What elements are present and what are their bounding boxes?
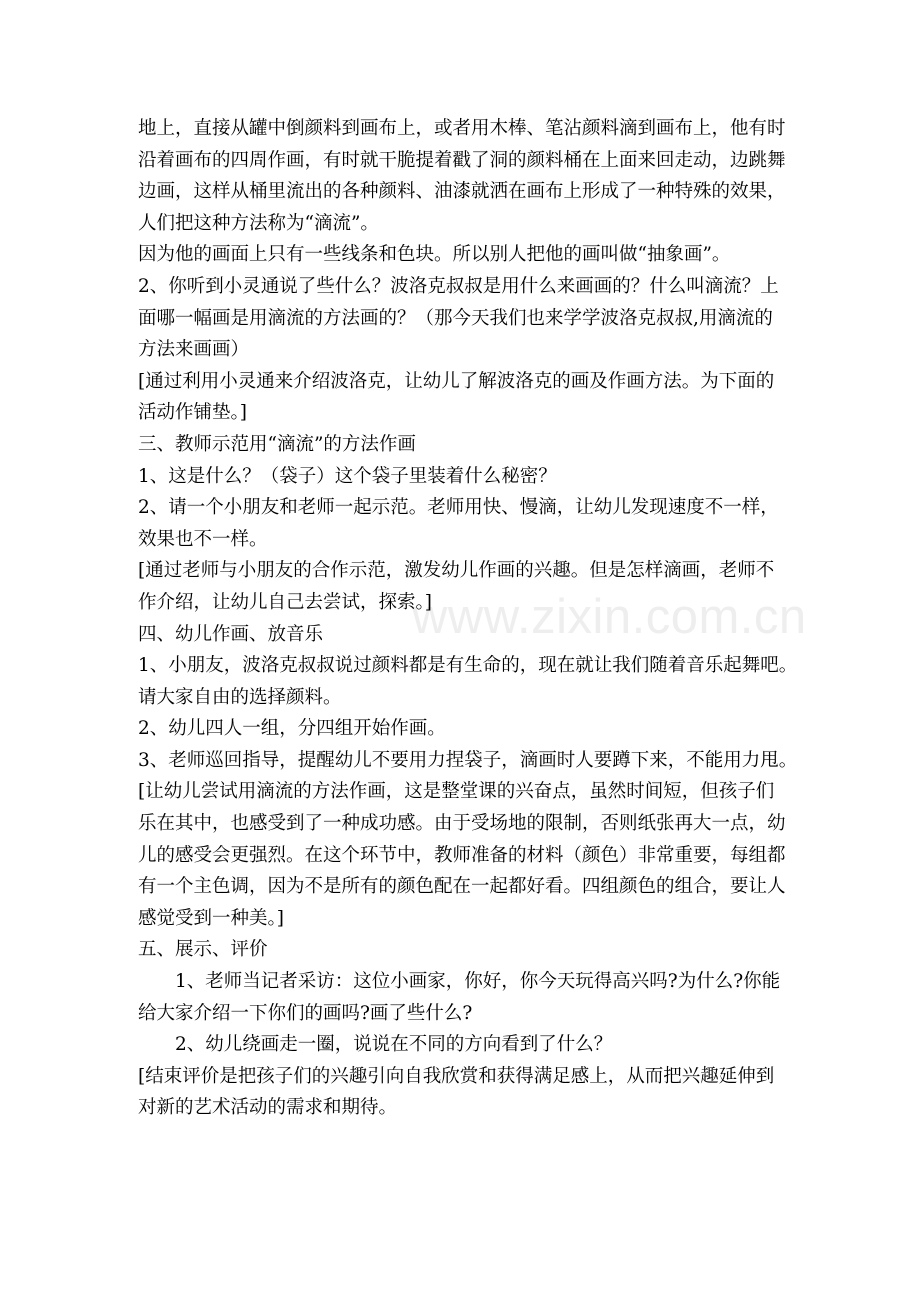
text-line: 面哪一幅画是用滴流的方法画的？（那今天我们也来学学波洛克叔叔,用滴流的	[138, 307, 773, 329]
text-line: 儿的感受会更强烈。在这个环节中，教师准备的材料（颜色）非常重要，每组都	[138, 844, 786, 866]
text-line: 3、老师巡回指导，提醒幼儿不要用力捏袋子，滴画时人要蹲下来，不能用力甩。	[138, 749, 798, 771]
text-line: 请大家自由的选择颜料。	[138, 686, 342, 708]
text-line: [通过利用小灵通来介绍波洛克，让幼儿了解波洛克的画及作画方法。为下面的	[138, 370, 775, 392]
text-line: 地上，直接从罐中倒颜料到画布上，或者用木棒、笔沾颜料滴到画布上，他有时	[138, 118, 786, 139]
text-line: 感觉受到一种美。]	[138, 907, 284, 929]
text-line: 给大家介绍一下你们的画吗?画了些什么?	[138, 1002, 473, 1024]
text-line: 作介绍，让幼儿自己去尝试，探索。]	[138, 591, 432, 613]
text-line: 因为他的画面上只有一些线条和色块。所以别人把他的画叫做“抽象画”。	[138, 244, 731, 266]
text-line: 1、小朋友，波洛克叔叔说过颜料都是有生命的，现在就让我们随着音乐起舞吧。	[138, 655, 798, 677]
text-line: [通过老师与小朋友的合作示范，激发幼儿作画的兴趣。但是怎样滴画，老师不	[138, 560, 775, 582]
text-line: 人们把这种方法称为“滴流”。	[138, 212, 379, 234]
text-line: 2、幼儿绕画走一圈，说说在不同的方向看到了什么？	[175, 1034, 613, 1056]
section-heading: 五、展示、评价	[138, 939, 268, 961]
text-line: 2、请一个小朋友和老师一起示范。老师用快、慢滴，让幼儿发现速度不一样，	[138, 497, 779, 519]
text-line: 有一个主色调，因为不是所有的颜色配在一起都好看。四组颜色的组合，要让人	[138, 876, 786, 898]
text-line: 2、幼儿四人一组，分四组开始作画。	[138, 718, 446, 740]
text-line: 1、这是什么？（袋子）这个袋子里装着什么秘密？	[138, 465, 557, 487]
text-line: 沿着画布的四周作画，有时就干脆提着戳了洞的颜料桶在上面来回走动，边跳舞	[138, 149, 786, 171]
document-body	[138, 113, 798, 1124]
watermark-text: www.zixin.com.cn	[412, 590, 807, 644]
text-line: 效果也不一样。	[138, 528, 268, 550]
text-line: 2、你听到小灵通说了些什么？波洛克叔叔是用什么来画画的？什么叫滴流？上	[138, 275, 779, 297]
section-heading: 四、幼儿作画、放音乐	[138, 623, 324, 645]
text-line: 边画，这样从桶里流出的各种颜料、油漆就洒在画布上形成了一种特殊的效果，	[138, 181, 786, 203]
section-heading: 三、教师示范用“滴流”的方法作画	[138, 433, 416, 455]
text-line: 活动作铺垫。]	[138, 402, 247, 424]
text-line: [让幼儿尝试用滴流的方法作画，这是整堂课的兴奋点，虽然时间短，但孩子们	[138, 781, 775, 803]
text-line: [结束评价是把孩子们的兴趣引向自我欣赏和获得满足感上，从而把兴趣延伸到	[138, 1065, 775, 1087]
text-line: 乐在其中，也感受到了一种成功感。由于受场地的限制，否则纸张再大一点，幼	[138, 813, 786, 835]
text-line: 方法来画画）	[138, 339, 250, 361]
text-line: 对新的艺术活动的需求和期待。	[138, 1097, 398, 1119]
text-line: 1、老师当记者采访：这位小画家，你好，你今天玩得高兴吗?为什么?你能	[175, 971, 781, 993]
